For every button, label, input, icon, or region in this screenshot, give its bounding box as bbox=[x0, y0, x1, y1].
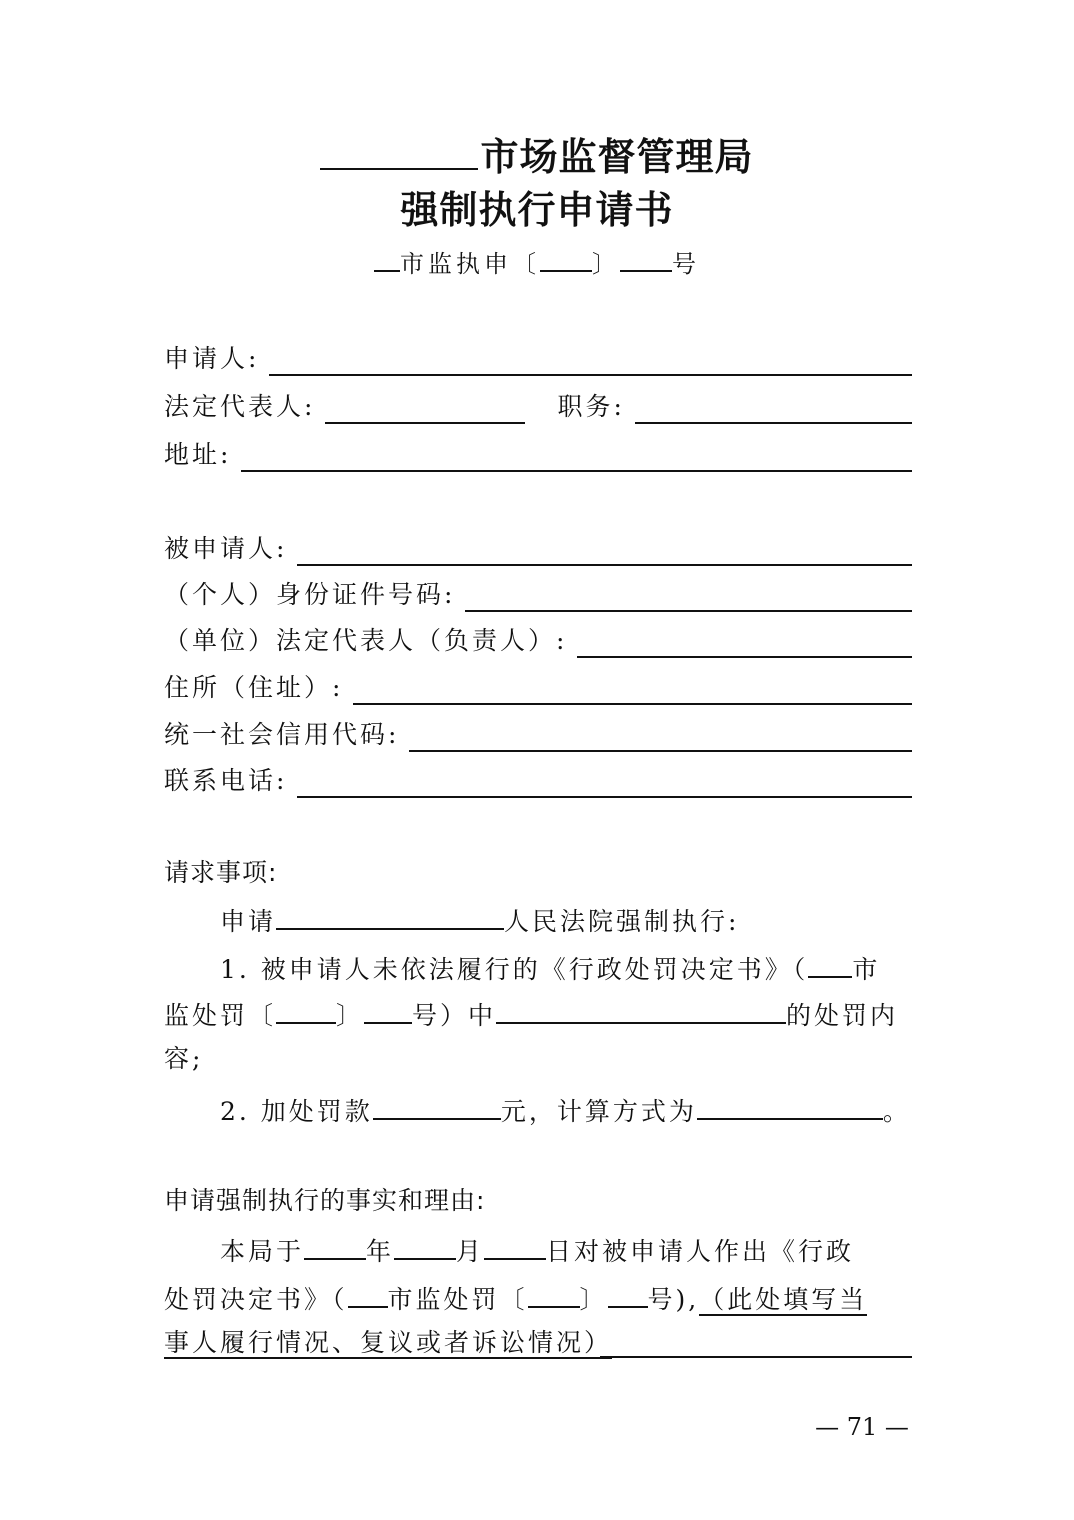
legal-rep-label: 法定代表人: bbox=[164, 392, 316, 421]
facts-underline[interactable] bbox=[600, 1354, 912, 1358]
document-number: 市监执申〔 〕 号 bbox=[0, 244, 1074, 281]
legal-rep-field[interactable] bbox=[325, 392, 525, 424]
phone-row bbox=[164, 758, 912, 798]
page-number: — 71 — bbox=[815, 1413, 909, 1441]
facts-line-3: 事人履行情况、复议或者诉讼情况） bbox=[164, 1328, 613, 1357]
position-field[interactable] bbox=[635, 392, 912, 424]
facts-line-2: 处罚决定书》（ 市监处罚〔 〕 号),（此处填写当 bbox=[164, 1280, 912, 1317]
unit-rep-row bbox=[164, 618, 912, 658]
phone-field[interactable] bbox=[297, 766, 912, 798]
facts-heading: 申请强制执行的事实和理由: bbox=[164, 1186, 486, 1215]
applicant-label: 申请人: bbox=[164, 344, 260, 373]
document-title: 强制执行申请书 bbox=[400, 187, 674, 232]
address-row bbox=[164, 432, 912, 472]
request-item-2: 2. 加处罚款 元，计算方式为 。 bbox=[220, 1092, 968, 1129]
residence-row bbox=[164, 665, 912, 705]
credit-code-row bbox=[164, 712, 912, 752]
year-field[interactable] bbox=[304, 1232, 366, 1260]
calculation-field[interactable] bbox=[697, 1092, 883, 1120]
respondent-row bbox=[164, 526, 912, 566]
applicant-row bbox=[164, 336, 912, 376]
request-item-1: 1. 被申请人未依法履行的《行政处罚决定书》（ 市 bbox=[220, 950, 968, 987]
request-item-1-cont: 监处罚〔 〕 号）中 的处罚内 bbox=[164, 996, 912, 1033]
credit-code-label: 统一社会信用代码: bbox=[164, 720, 400, 749]
applicant-field[interactable] bbox=[269, 344, 912, 376]
id-number-label: （个人）身份证件号码: bbox=[164, 580, 456, 609]
unit-rep-label: （单位）法定代表人（负责人）: bbox=[164, 626, 568, 655]
request-heading: 请求事项: bbox=[164, 858, 278, 887]
respondent-field[interactable] bbox=[297, 534, 912, 566]
fine-amount-field[interactable] bbox=[373, 1092, 501, 1120]
day-field[interactable] bbox=[484, 1232, 546, 1260]
position-label: 职务: bbox=[557, 392, 625, 421]
unit-rep-field[interactable] bbox=[577, 626, 912, 658]
address-label: 地址: bbox=[164, 440, 232, 469]
phone-label: 联系电话: bbox=[164, 766, 288, 795]
month-field[interactable] bbox=[394, 1232, 456, 1260]
respondent-label: 被申请人: bbox=[164, 534, 288, 563]
city-blank bbox=[320, 134, 478, 170]
legal-rep-row bbox=[164, 384, 912, 424]
request-item-1-end: 容; bbox=[164, 1044, 204, 1073]
address-field[interactable] bbox=[241, 440, 912, 472]
id-number-field[interactable] bbox=[465, 580, 912, 612]
facts-line-1: 本局于 年 月 日对被申请人作出《行政 bbox=[220, 1232, 968, 1269]
request-line-1: 申请 人民法院强制执行: bbox=[220, 902, 968, 939]
id-number-row bbox=[164, 572, 912, 612]
court-field[interactable] bbox=[276, 902, 504, 930]
residence-field[interactable] bbox=[353, 673, 912, 705]
credit-code-field[interactable] bbox=[409, 720, 912, 752]
agency-title: 市场监督管理局 bbox=[0, 133, 1074, 181]
residence-label: 住所（住址）: bbox=[164, 673, 344, 702]
